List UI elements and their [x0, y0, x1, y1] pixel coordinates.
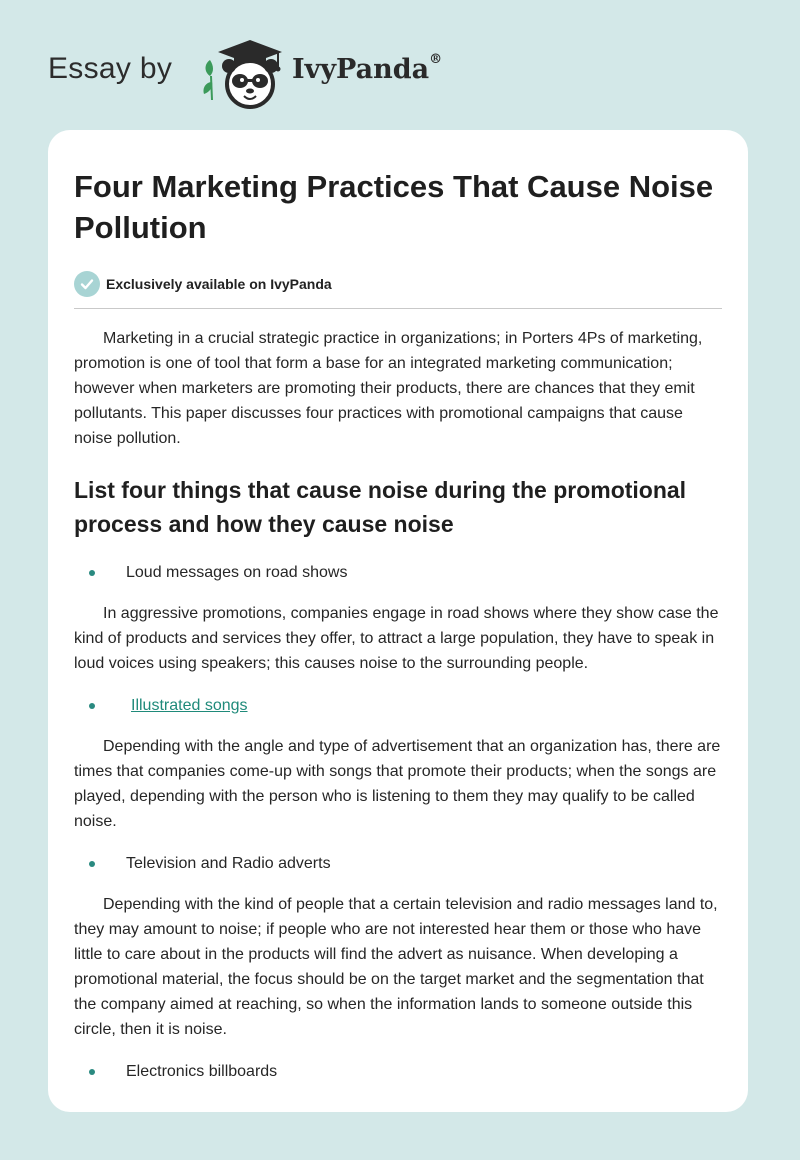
- registered-mark: ®: [429, 52, 443, 67]
- list-item-label: Electronics billboards: [126, 1062, 278, 1080]
- article-title: Four Marketing Practices That Cause Noise Pollution: [74, 169, 714, 245]
- exclusive-text: Exclusively available on IvyPanda: [106, 276, 332, 292]
- list-item: [74, 560, 722, 585]
- bullet-dot-icon: [89, 1069, 95, 1075]
- illustrated-songs-link[interactable]: Illustrated songs: [131, 696, 248, 714]
- bullet-dot-icon: [89, 861, 95, 867]
- list-item: [74, 1059, 722, 1084]
- item-paragraph: Depending with the angle and type of advertisement that an organization has, there are times that companies come-up with songs that promote their products; when the songs are played, depending with the person who is listening to them they may qualify to be called noise.: [74, 738, 721, 830]
- item-paragraph: Depending with the kind of people that a certain television and radio messages land to, they may amount to noise; if people who are not interested hear them or those who have little to care about in the products will find the advert as nuisance. When developing a promotional material, the focus should be on the target market and the segmentation that the company aimed at reaching, so when the information lands to someone outside this circle, then it is noise.: [74, 896, 718, 1038]
- item-paragraph: In aggressive promotions, companies engage in road shows where they show case the kind of products and services they offer, to attract a large population, they have to speak in loud voices using speakers; this causes noise to the surrounding people.: [74, 605, 719, 672]
- divider: [74, 308, 722, 309]
- exclusive-badge: [74, 270, 722, 298]
- list-item-label: Television and Radio adverts: [126, 854, 331, 872]
- list-item: [74, 851, 722, 876]
- check-circle-icon: [74, 271, 100, 297]
- bullet-dot-icon: [89, 570, 95, 576]
- list-item-label: Loud messages on road shows: [126, 563, 348, 581]
- list-item: [74, 693, 722, 718]
- bullet-dot-icon: [89, 703, 95, 709]
- brand-name[interactable]: [292, 54, 442, 85]
- section-heading: List four things that cause noise during the promotional process and how they cause noise: [74, 477, 687, 537]
- site-header: [0, 0, 800, 130]
- panda-graduate-icon[interactable]: [200, 36, 288, 110]
- intro-paragraph: Marketing in a crucial strategic practice in organizations; in Porters 4Ps of marketing, promotion is one of tool that form a base for an integrated marketing communication; however when marketers are promoting their products, there are chances that they emit pollutants. This paper discusses four practices with promotional campaigns that cause noise pollution.: [74, 330, 703, 447]
- essay-by-label: Essay by: [48, 52, 173, 85]
- brand-text: IvyPanda: [292, 54, 430, 85]
- article-card: [48, 130, 748, 1112]
